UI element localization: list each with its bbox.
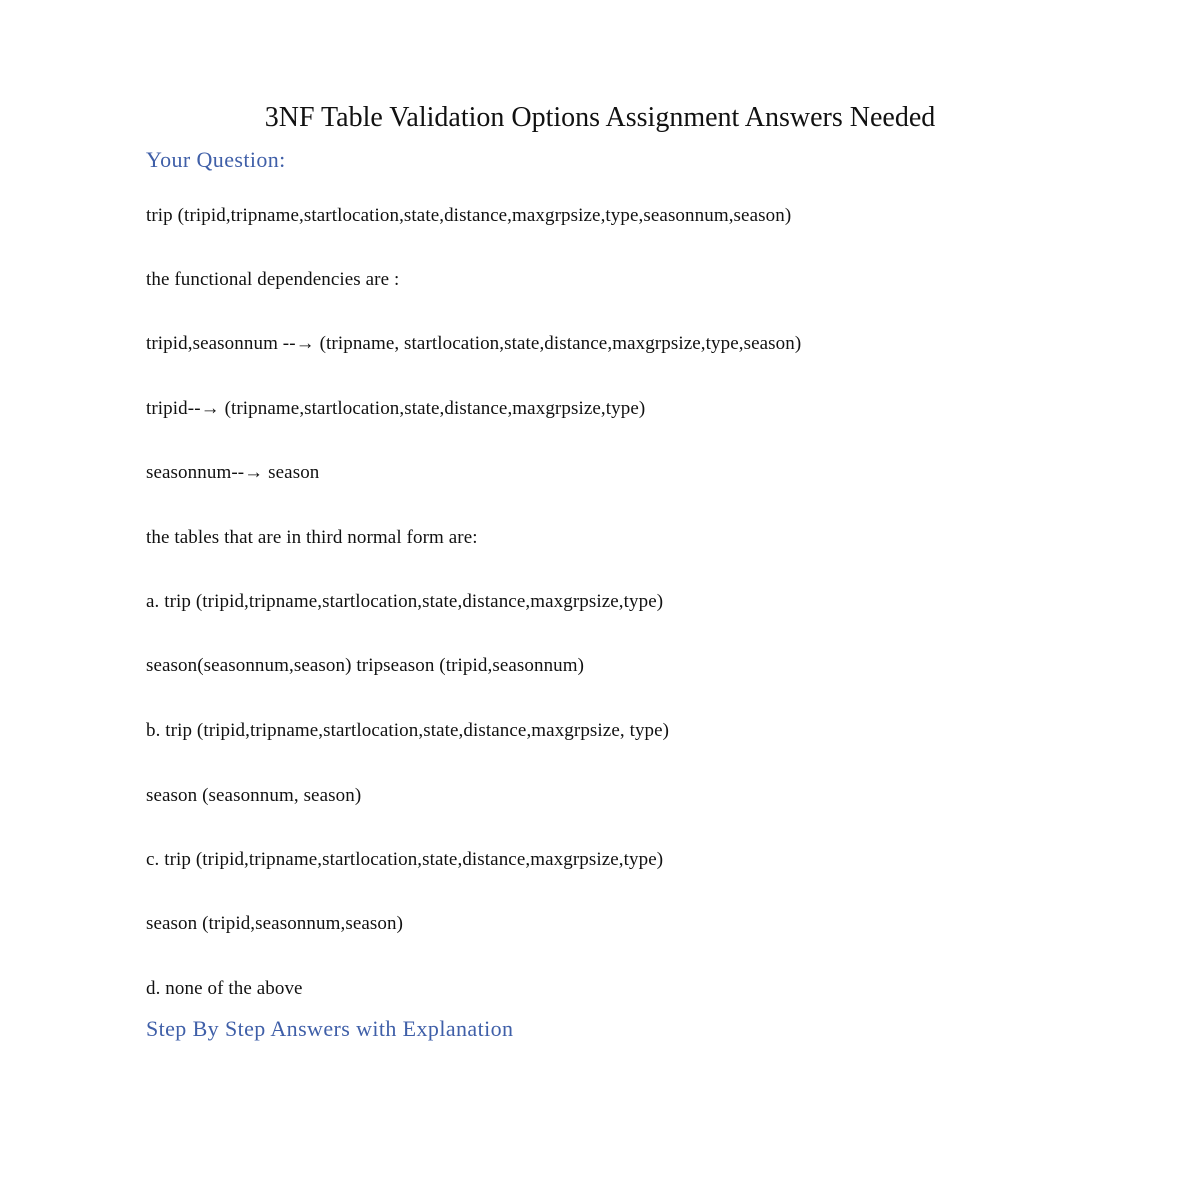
option-b-line-2: season (seasonnum, season) (146, 785, 362, 806)
question-line-fd-3: seasonnum--→ season (146, 462, 320, 483)
option-b-line-1: b. trip (tripid,tripname,startlocation,state,distance,maxgrpsize, type) (146, 720, 670, 741)
question-line-fd-intro: the functional dependencies are : (146, 269, 400, 290)
option-a-line-2: season(seasonnum,season) tripseason (tripid,seasonnum) (146, 655, 585, 676)
question-line-trip-schema: trip (tripid,tripname,startlocation,state,distance,maxgrpsize,type,seasonnum,season) (146, 205, 792, 226)
question-line-3nf-intro: the tables that are in third normal form are: (146, 527, 478, 548)
option-a-line-1: a. trip (tripid,tripname,startlocation,state,distance,maxgrpsize,type) (146, 591, 664, 612)
question-line-fd-1: tripid,seasonnum --→ (tripname, startlocation,state,distance,maxgrpsize,type,season) (146, 333, 802, 354)
question-heading: Your Question: (146, 147, 286, 172)
option-c-line-1: c. trip (tripid,tripname,startlocation,state,distance,maxgrpsize,type) (146, 849, 664, 870)
answer-heading: Step By Step Answers with Explanation (146, 1016, 514, 1041)
option-c-line-2: season (tripid,seasonnum,season) (146, 913, 404, 934)
page-title: 3NF Table Validation Options Assignment Answers Needed (264, 102, 936, 133)
option-d-line: d. none of the above (146, 978, 303, 999)
question-line-fd-2: tripid--→ (tripname,startlocation,state,distance,maxgrpsize,type) (146, 398, 646, 419)
